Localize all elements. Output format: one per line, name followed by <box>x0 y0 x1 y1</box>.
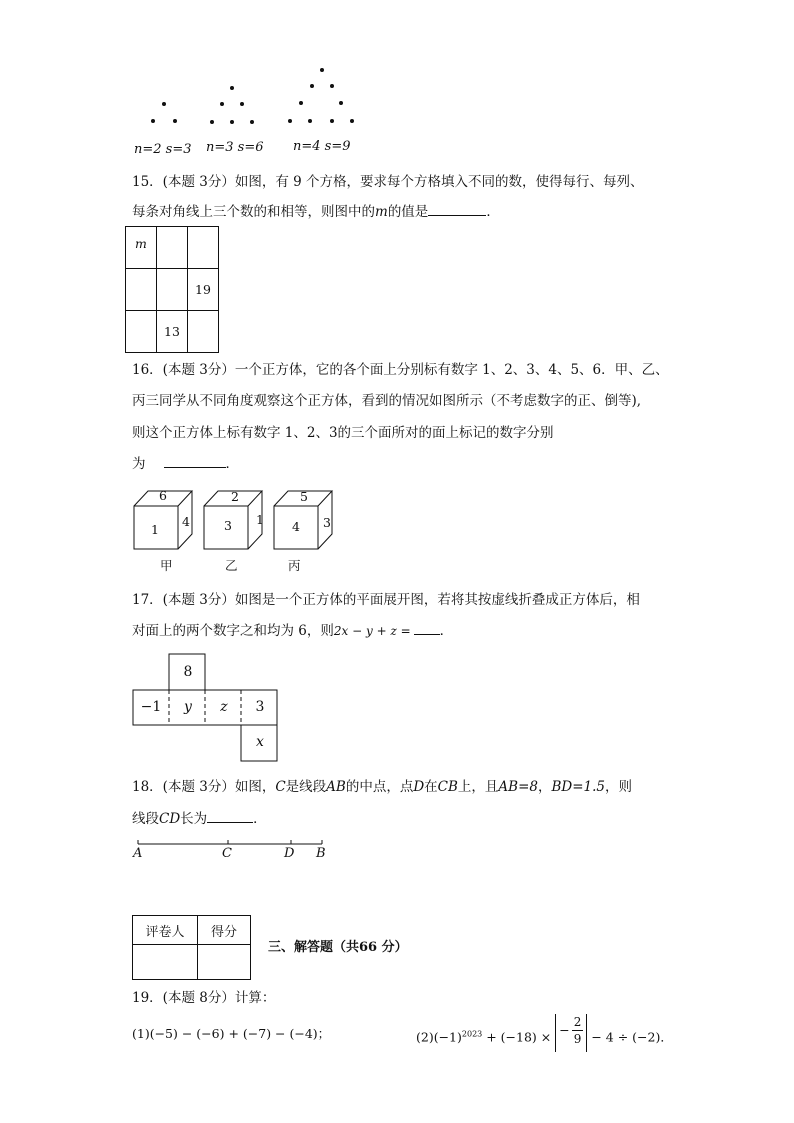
score-header: 得分 <box>198 916 251 945</box>
cube3-top: 5 <box>300 489 308 504</box>
q18-bd-value: BD=1.5 <box>551 779 606 795</box>
fraction-numerator: 2 <box>573 1015 582 1029</box>
q16-line-1: 16．(本题 3分）一个正方体，它的各个面上分别标有数字 1、2、3、4、5、6．甲、乙、 <box>132 362 669 378</box>
q15-end: ． <box>486 204 500 220</box>
section3-title: 三、解答题（共66 分） <box>268 940 408 955</box>
dot <box>330 84 334 88</box>
grid-row <box>126 269 219 311</box>
net-cell-top: 8 <box>183 664 193 680</box>
q15-answer-blank[interactable] <box>428 201 486 216</box>
q18-point-c: C <box>275 779 286 795</box>
abs-value-expression <box>555 1014 587 1052</box>
score-table-input-row <box>133 945 251 980</box>
q17-end: ． <box>439 623 454 639</box>
q19-part-2 <box>416 1015 673 1052</box>
net-cell-left: −1 <box>140 699 162 715</box>
q17-answer-blank[interactable] <box>414 620 440 635</box>
q18-text-a: 18．(本题 3分）如图， <box>132 779 276 795</box>
score-table-header-row <box>133 916 251 945</box>
q18-text-c: 的中点，点 <box>345 779 414 795</box>
q18-text-h: 长为 <box>180 811 208 827</box>
dot <box>308 119 312 123</box>
dot <box>151 119 155 123</box>
cube2-name: 乙 <box>225 558 238 573</box>
grid-row <box>126 227 219 269</box>
dot <box>288 119 292 123</box>
q15-line-1: 15．(本题 3分）如图，有 9 个方格，要求每个方格填入不同的数，使得每行、每列、 <box>132 174 644 190</box>
cube3-side: 3 <box>323 515 331 530</box>
score-cell[interactable] <box>198 945 251 980</box>
q16-text-a: 为 <box>132 456 146 472</box>
cube2-front: 3 <box>224 518 232 533</box>
cube2-top: 2 <box>231 489 239 504</box>
cube1-name: 甲 <box>160 558 173 573</box>
dot <box>299 101 303 105</box>
point-b-label: B <box>316 846 326 861</box>
q18-segment-cd: CD <box>159 811 181 827</box>
q19-p2-exponent: 2023 <box>461 1029 483 1039</box>
q19-frac-sign: − <box>559 1022 570 1038</box>
cube1-front: 1 <box>151 522 159 537</box>
point-c-label: C <box>222 846 232 861</box>
dot <box>162 102 166 106</box>
fraction-denominator: 9 <box>573 1032 582 1046</box>
grid-cell <box>126 311 157 353</box>
q16-line-4 <box>132 453 239 474</box>
point-a-label: A <box>133 846 143 861</box>
q16-line-3: 则这个正方体上标有数字 1、2、3的三个面所对的面上标记的数字分别 <box>132 425 554 441</box>
q19-intro: 19．(本题 8分）计算： <box>132 990 276 1006</box>
net-cell-three: 3 <box>255 699 265 715</box>
grid-cell: 19 <box>188 269 219 311</box>
dot-label-3: n=4 s=9 <box>293 139 351 154</box>
cube3-name: 丙 <box>288 558 301 573</box>
q18-answer-blank[interactable] <box>207 808 253 823</box>
q19-p2-a: (2)(−1) <box>416 1029 462 1045</box>
dot-label-2: n=3 s=6 <box>206 140 264 155</box>
q18-text-b: 是线段 <box>285 779 327 795</box>
q18-text-d: 在 <box>424 779 438 795</box>
reviewer-cell[interactable] <box>133 945 198 980</box>
q16-end: ． <box>225 456 239 472</box>
q15-var-m: m <box>375 204 388 220</box>
net-cell-x: x <box>256 734 264 750</box>
grid-cell: 13 <box>157 311 188 353</box>
dot <box>330 119 334 123</box>
cube2-side: 1 <box>256 512 264 527</box>
line-segment-figure <box>132 836 332 856</box>
q18-segment-cb: CB <box>437 779 458 795</box>
dot <box>230 86 234 90</box>
grid-cell: m <box>126 227 157 269</box>
q18-segment-ab: AB <box>326 779 346 795</box>
q19-p2-b: + (−18) × <box>482 1029 556 1045</box>
dot <box>240 102 244 106</box>
q16-answer-blank[interactable] <box>164 453 226 468</box>
dot <box>310 84 314 88</box>
dot <box>173 119 177 123</box>
dot-pattern-figure <box>130 62 370 162</box>
net-cell-y: y <box>184 699 192 715</box>
q18-point-d: D <box>413 779 425 795</box>
grid-cell <box>188 227 219 269</box>
q15-line-2 <box>132 201 500 222</box>
cube1-top: 6 <box>159 488 167 503</box>
grid-cell <box>157 269 188 311</box>
dot <box>220 102 224 106</box>
q17-line-1: 17．(本题 3分）如图是一个正方体的平面展开图，若将其按虚线折叠成正方体后，相 <box>132 592 640 608</box>
dot <box>250 120 254 124</box>
q17-text-a: 对面上的两个数字之和均为 6，则 <box>132 623 334 639</box>
dot <box>210 120 214 124</box>
dot <box>339 101 343 105</box>
grid-cell <box>126 269 157 311</box>
reviewer-header: 评卷人 <box>133 916 198 945</box>
grid-cell <box>157 227 188 269</box>
magic-square-grid <box>125 226 219 353</box>
q18-comma: ， <box>538 779 552 795</box>
q18-ab-value: AB=8 <box>498 779 538 795</box>
q15-text-a: 每条对角线上三个数的和相等，则图中的 <box>132 204 375 220</box>
grid-row <box>126 311 219 353</box>
point-d-label: D <box>284 846 295 861</box>
dot-label-1: n=2 s=3 <box>134 142 192 157</box>
q16-line-2: 丙三同学从不同角度观察这个正方体，看到的情况如图所示（不考虑数字的正、倒等), <box>132 393 642 409</box>
q17-line-2 <box>132 620 453 641</box>
net-cell-z: z <box>220 699 228 715</box>
q18-text-e: 上，且 <box>457 779 499 795</box>
q19-p2-c: − 4 ÷ (−2)． <box>587 1029 673 1045</box>
dot <box>350 119 354 123</box>
q19-part-1: (1)(−5) − (−6) + (−7) − (−4)； <box>132 1026 331 1041</box>
fraction <box>572 1014 584 1047</box>
q18-end: ． <box>253 811 267 827</box>
q18-line-2 <box>132 808 267 829</box>
q17-expression: 2x − y + z = <box>333 624 411 638</box>
dot <box>320 68 324 72</box>
dot <box>230 120 234 124</box>
q15-text-b: 的值是 <box>387 204 429 220</box>
q18-line-1 <box>132 777 632 797</box>
grid-cell <box>188 311 219 353</box>
q18-text-f: ，则 <box>605 779 633 795</box>
score-table <box>132 915 251 980</box>
cube1-side: 4 <box>182 514 190 529</box>
cube3-front: 4 <box>292 519 300 534</box>
q18-text-g: 线段 <box>132 811 159 827</box>
